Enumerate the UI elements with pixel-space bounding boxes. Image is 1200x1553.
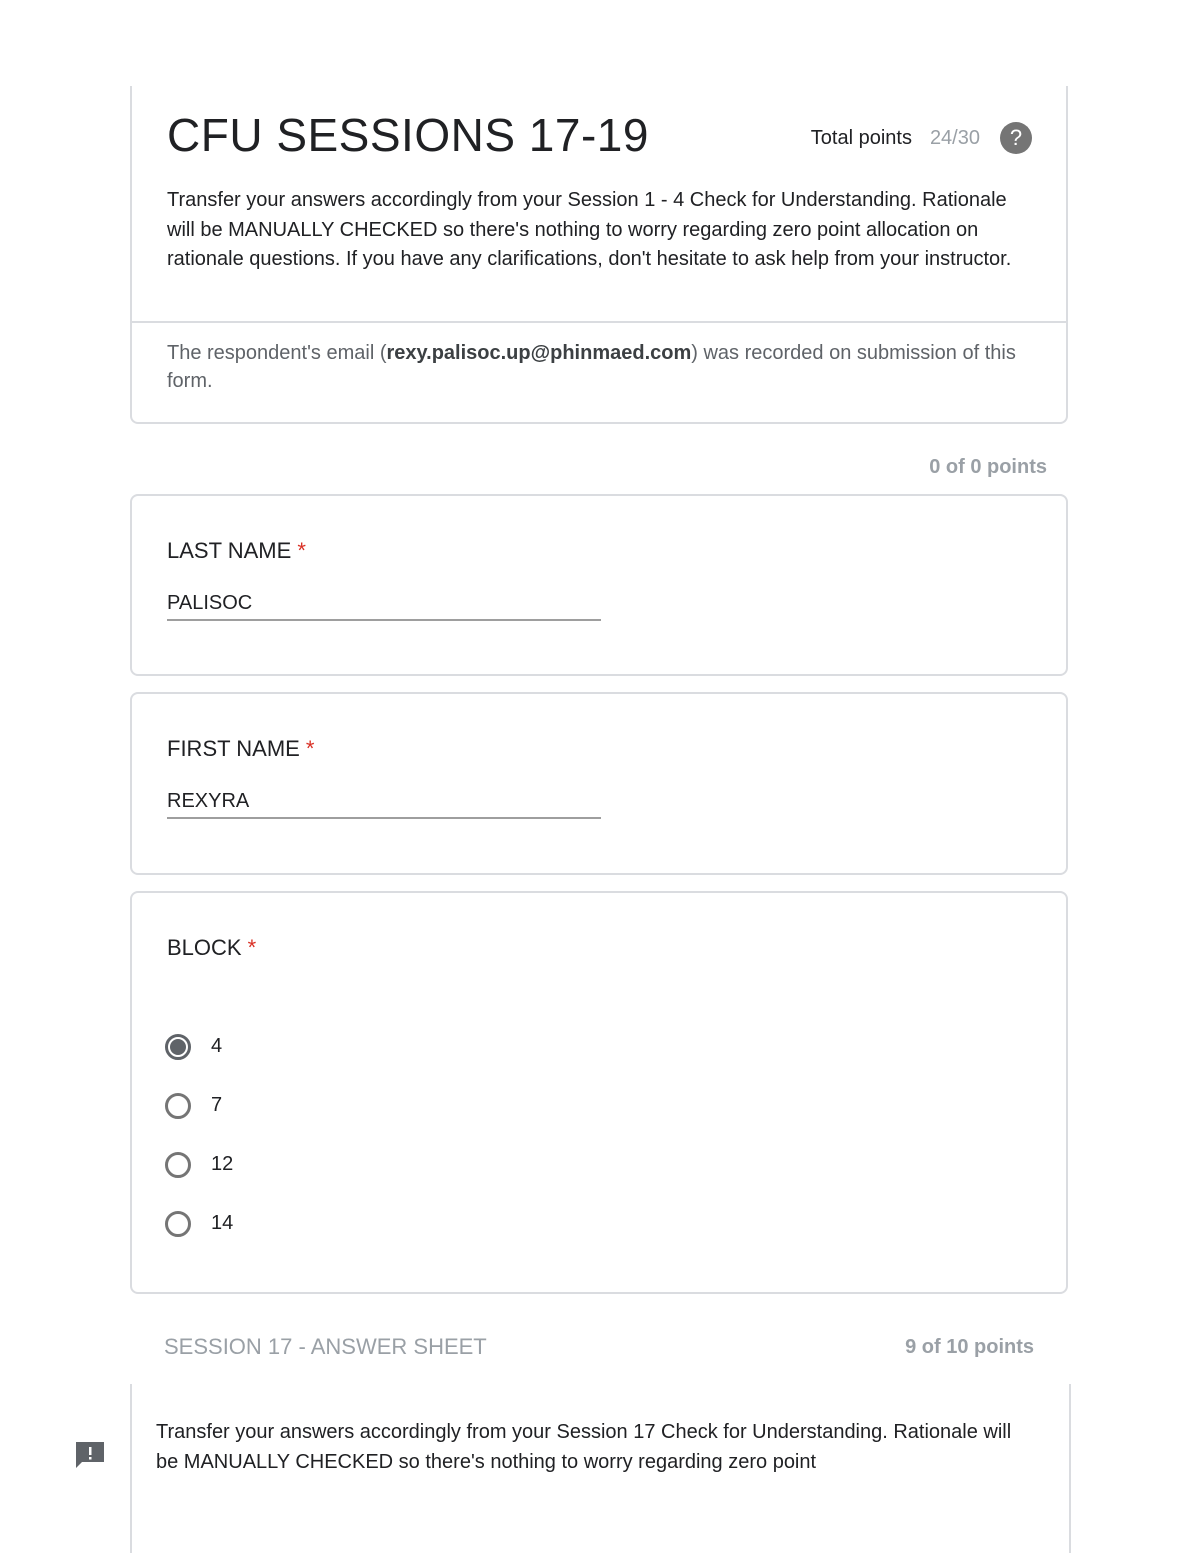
section-description: Transfer your answers accordingly from your Session 17 Check for Understanding. Rationale will be MANUALLY CHECKED so there's nothing to worry regarding zero point [156, 1421, 1012, 1473]
option-label: 14 [211, 1212, 234, 1234]
help-icon[interactable]: ? [1000, 122, 1032, 154]
divider [132, 321, 1066, 323]
form-description: Transfer your answers accordingly from your Session 1 - 4 Check for Understanding. Rationale will be MANUALLY CHECKED so there's nothing to worry regarding zero point allocation on rationale questions. If you have any clarifications, don't hesitate to ask help from your instructor. [167, 189, 1012, 270]
total-points-label: Total points [810, 126, 912, 149]
question-title: BLOCK * [167, 935, 257, 960]
question-block [130, 891, 1068, 1294]
total-points-value: 24/30 [929, 126, 980, 149]
required-asterisk: * [297, 538, 306, 563]
option-label: 12 [211, 1153, 234, 1175]
respondent-email-note: The respondent's email (rexy.palisoc.up@phinmaed.com) was recorded on submission of this form. [167, 342, 1016, 392]
question-title: FIRST NAME * [167, 736, 315, 761]
radio-option-7[interactable] [165, 1076, 233, 1135]
first-name-answer: REXYRA [167, 790, 601, 819]
block-options [165, 1017, 233, 1253]
required-asterisk: * [305, 736, 315, 761]
radio-button-selected[interactable] [165, 1034, 191, 1060]
last-name-answer: PALISOC [167, 592, 601, 621]
radio-button[interactable] [165, 1093, 191, 1119]
total-points [811, 122, 1032, 154]
feedback-icon[interactable] [74, 1440, 106, 1470]
option-label: 7 [211, 1094, 223, 1116]
section-points: 9 of 10 points [905, 1336, 1034, 1358]
form-header-card [130, 86, 1068, 424]
radio-option-14[interactable] [165, 1194, 233, 1253]
radio-button[interactable] [165, 1152, 191, 1178]
question-last-name [130, 494, 1068, 676]
respondent-email: rexy.palisoc.up@phinmaed.com [386, 342, 692, 364]
session17-card [130, 1384, 1071, 1553]
radio-option-12[interactable] [165, 1135, 233, 1194]
radio-button[interactable] [165, 1211, 191, 1237]
option-label: 4 [211, 1035, 223, 1057]
section-title: SESSION 17 - ANSWER SHEET [164, 1334, 487, 1359]
radio-option-4[interactable] [165, 1017, 233, 1076]
question-title: LAST NAME * [167, 538, 306, 563]
question-first-name [130, 692, 1068, 875]
required-asterisk: * [247, 935, 257, 960]
form-title: CFU SESSIONS 17-19 [167, 109, 649, 161]
section-points: 0 of 0 points [929, 456, 1047, 478]
